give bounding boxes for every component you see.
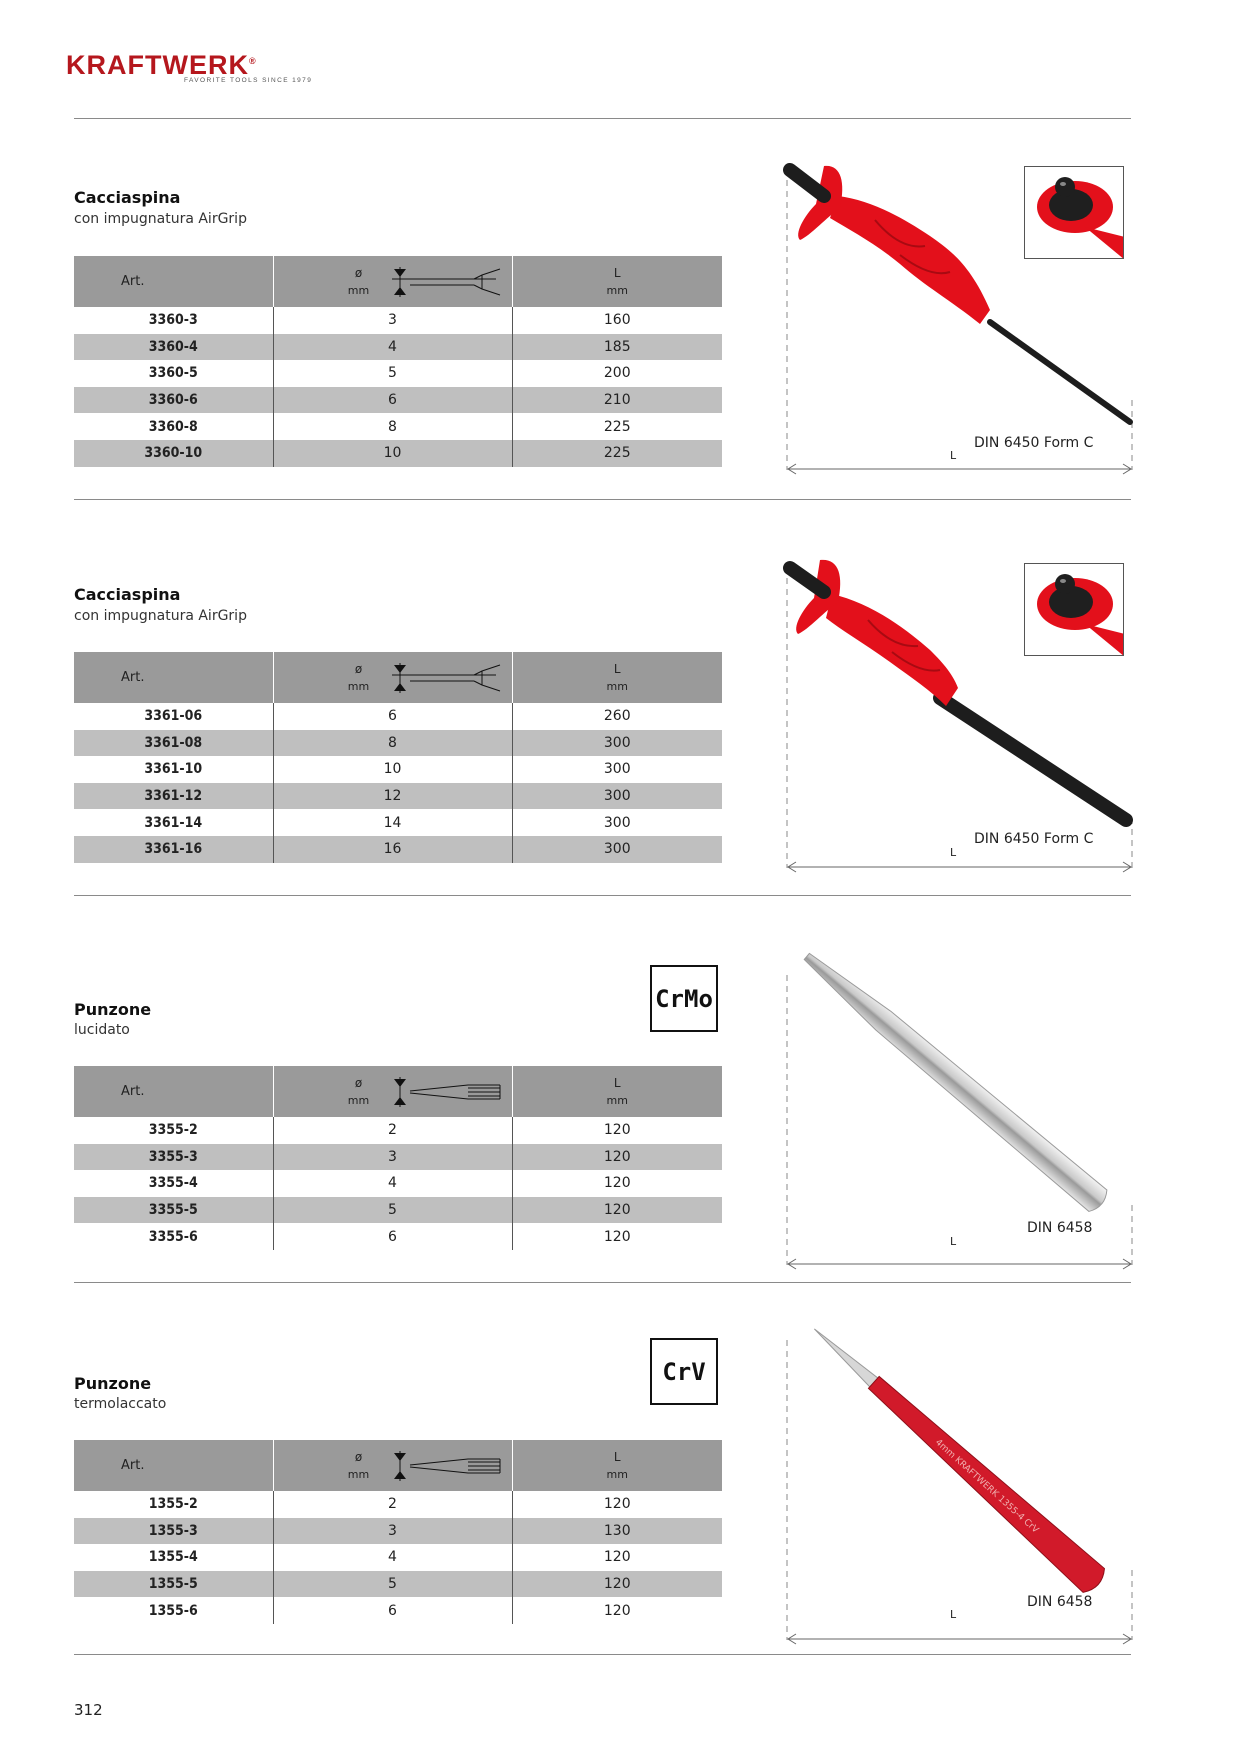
article-number: 3360-3 [148, 312, 198, 329]
article-number: 1355-5 [74, 1571, 273, 1598]
article-number: 3355-5 [74, 1197, 273, 1224]
diameter-value: 8 [273, 730, 512, 757]
diameter-value: 8 [273, 413, 512, 440]
page-number: 312 [74, 1701, 103, 1719]
diameter-value: 6 [273, 1223, 512, 1250]
section-title: Cacciaspina [74, 188, 181, 207]
spec-table [74, 652, 722, 863]
article-number: 1355-6 [148, 1602, 198, 1619]
article-number: 3360-8 [148, 418, 198, 435]
length-value: 300 [512, 783, 722, 810]
length-value: 185 [512, 334, 722, 361]
din-standard: DIN 6458 [1027, 1594, 1093, 1610]
article-number: 1355-2 [148, 1496, 198, 1513]
table-row [74, 703, 722, 730]
din-standard: DIN 6458 [1027, 1220, 1093, 1236]
bottom-divider [74, 1654, 1131, 1655]
diameter-symbol: ø [354, 266, 363, 280]
col-header-diameter [273, 256, 512, 307]
section-subtitle: termolaccato [74, 1396, 167, 1412]
length-value: 120 [512, 1223, 722, 1250]
diameter-symbol: ø [354, 1450, 363, 1464]
length-unit: mm [606, 1094, 628, 1107]
length-unit: mm [606, 284, 628, 297]
diameter-unit: mm [347, 680, 370, 693]
article-number: 1355-3 [74, 1518, 273, 1545]
length-value: 200 [512, 360, 722, 387]
diameter-value: 3 [273, 307, 512, 334]
table-row [74, 1197, 722, 1224]
article-number: 3360-6 [74, 387, 273, 414]
section-title: Cacciaspina [74, 585, 181, 604]
table-row [74, 1544, 722, 1571]
article-number: 3355-6 [148, 1228, 198, 1245]
col-header-diameter [273, 1440, 512, 1491]
table-row [74, 783, 722, 810]
length-unit: mm [606, 1468, 628, 1481]
length-value: 300 [512, 809, 722, 836]
table-row [74, 413, 722, 440]
table-row [74, 1597, 722, 1624]
diameter-value: 10 [273, 756, 512, 783]
article-number: 3355-2 [148, 1122, 198, 1139]
section-divider [74, 895, 1131, 896]
length-value: 225 [512, 440, 722, 467]
article-number: 3360-5 [148, 365, 198, 382]
length-marker: L [950, 1235, 957, 1248]
diameter-value: 16 [273, 836, 512, 863]
table-row [74, 1144, 722, 1171]
length-value: 120 [512, 1117, 722, 1144]
diameter-value: 6 [273, 387, 512, 414]
length-symbol: L [613, 1450, 621, 1464]
center-punch-diameter-icon [392, 1449, 502, 1483]
table-row [74, 836, 722, 863]
table-header-row [74, 1440, 722, 1491]
table-row [74, 1518, 722, 1545]
table-row [74, 307, 722, 334]
diameter-unit: mm [347, 1094, 370, 1107]
length-value: 120 [512, 1544, 722, 1571]
diameter-symbol: ø [354, 662, 363, 676]
length-value: 300 [512, 756, 722, 783]
length-value: 210 [512, 387, 722, 414]
diameter-value: 2 [273, 1491, 512, 1518]
grip-detail-image [1025, 564, 1124, 656]
length-marker: L [950, 846, 957, 859]
diameter-value: 4 [273, 1544, 512, 1571]
grip-detail-inset [1024, 166, 1124, 259]
brand-tagline: FAVORITE TOOLS SINCE 1979 [184, 77, 313, 84]
table-row [74, 1571, 722, 1598]
col-header-length [512, 1440, 722, 1491]
section-title: Punzone [74, 1374, 152, 1393]
brand-name: KRAFTWERK [66, 50, 249, 80]
length-symbol: L [613, 662, 621, 676]
center-punch-diameter-icon [392, 1075, 502, 1109]
diameter-value: 6 [273, 703, 512, 730]
material-badge-crmo: CrMo [650, 965, 718, 1032]
col-header-art: Art. [74, 256, 273, 307]
grip-detail-inset [1024, 563, 1124, 656]
diameter-value: 10 [273, 440, 512, 467]
col-header-diameter [273, 1066, 512, 1117]
article-number: 3361-16 [74, 836, 273, 863]
table-row [74, 730, 722, 757]
table-row [74, 809, 722, 836]
article-number: 3361-08 [74, 730, 273, 757]
article-number: 3355-4 [148, 1175, 198, 1192]
col-header-art: Art. [74, 1066, 273, 1117]
article-number: 3361-14 [144, 814, 203, 831]
brand-logo [66, 46, 316, 90]
col-header-length [512, 256, 722, 307]
article-number: 3360-4 [74, 334, 273, 361]
din-standard: DIN 6450 Form C [974, 435, 1094, 451]
length-symbol: L [613, 266, 621, 280]
length-value: 160 [512, 307, 722, 334]
length-value: 120 [512, 1571, 722, 1598]
diameter-symbol: ø [354, 1076, 363, 1090]
table-row [74, 1491, 722, 1518]
section-subtitle: lucidato [74, 1022, 130, 1038]
length-marker: L [950, 449, 957, 462]
length-value: 120 [512, 1491, 722, 1518]
table-row [74, 1117, 722, 1144]
table-row [74, 1170, 722, 1197]
table-row [74, 360, 722, 387]
article-number: 3361-06 [144, 708, 203, 725]
article-number: 3361-10 [144, 761, 203, 778]
table-row [74, 334, 722, 361]
diameter-value: 14 [273, 809, 512, 836]
diameter-unit: mm [347, 1468, 370, 1481]
din-standard: DIN 6450 Form C [974, 831, 1094, 847]
diameter-value: 2 [273, 1117, 512, 1144]
article-number: 3360-10 [74, 440, 273, 467]
length-value: 120 [512, 1597, 722, 1624]
col-header-art: Art. [74, 1440, 273, 1491]
spec-table [74, 1066, 722, 1250]
table-row [74, 756, 722, 783]
table-row [74, 1223, 722, 1250]
article-number: 3355-3 [74, 1144, 273, 1171]
diameter-value: 5 [273, 1197, 512, 1224]
length-marker: L [950, 1608, 957, 1621]
section-title: Punzone [74, 1000, 152, 1019]
section-subtitle: con impugnatura AirGrip [74, 211, 247, 227]
diameter-value: 3 [273, 1144, 512, 1171]
table-row [74, 387, 722, 414]
grip-detail-image [1025, 167, 1124, 259]
tool-marking: 4mm KRAFTWERK 1355-4 CrV [933, 1437, 1041, 1536]
table-row [74, 440, 722, 467]
diameter-value: 5 [273, 1571, 512, 1598]
spec-table [74, 1440, 722, 1624]
article-number: 1355-4 [148, 1549, 198, 1566]
diameter-unit: mm [347, 284, 370, 297]
diameter-value: 4 [273, 1170, 512, 1197]
col-header-diameter [273, 652, 512, 703]
length-unit: mm [606, 680, 628, 693]
length-value: 225 [512, 413, 722, 440]
length-value: 120 [512, 1197, 722, 1224]
section-subtitle: con impugnatura AirGrip [74, 608, 247, 624]
length-value: 300 [512, 730, 722, 757]
pin-punch-diameter-icon [392, 265, 502, 299]
section-divider [74, 1282, 1131, 1283]
length-value: 120 [512, 1170, 722, 1197]
diameter-value: 5 [273, 360, 512, 387]
diameter-value: 4 [273, 334, 512, 361]
col-header-length [512, 652, 722, 703]
col-header-art: Art. [74, 652, 273, 703]
table-header-row [74, 652, 722, 703]
material-badge-crv: CrV [650, 1338, 718, 1405]
article-number: 3361-12 [74, 783, 273, 810]
length-value: 300 [512, 836, 722, 863]
section-divider [74, 499, 1131, 500]
length-value: 120 [512, 1144, 722, 1171]
table-header-row [74, 256, 722, 307]
table-header-row [74, 1066, 722, 1117]
col-header-length [512, 1066, 722, 1117]
diameter-value: 3 [273, 1518, 512, 1545]
length-value: 130 [512, 1518, 722, 1545]
diameter-value: 12 [273, 783, 512, 810]
spec-table [74, 256, 722, 467]
brand-registered-mark: ® [248, 56, 257, 66]
pin-punch-diameter-icon [392, 661, 502, 695]
top-divider [74, 118, 1131, 119]
length-symbol: L [613, 1076, 621, 1090]
length-value: 260 [512, 703, 722, 730]
diameter-value: 6 [273, 1597, 512, 1624]
